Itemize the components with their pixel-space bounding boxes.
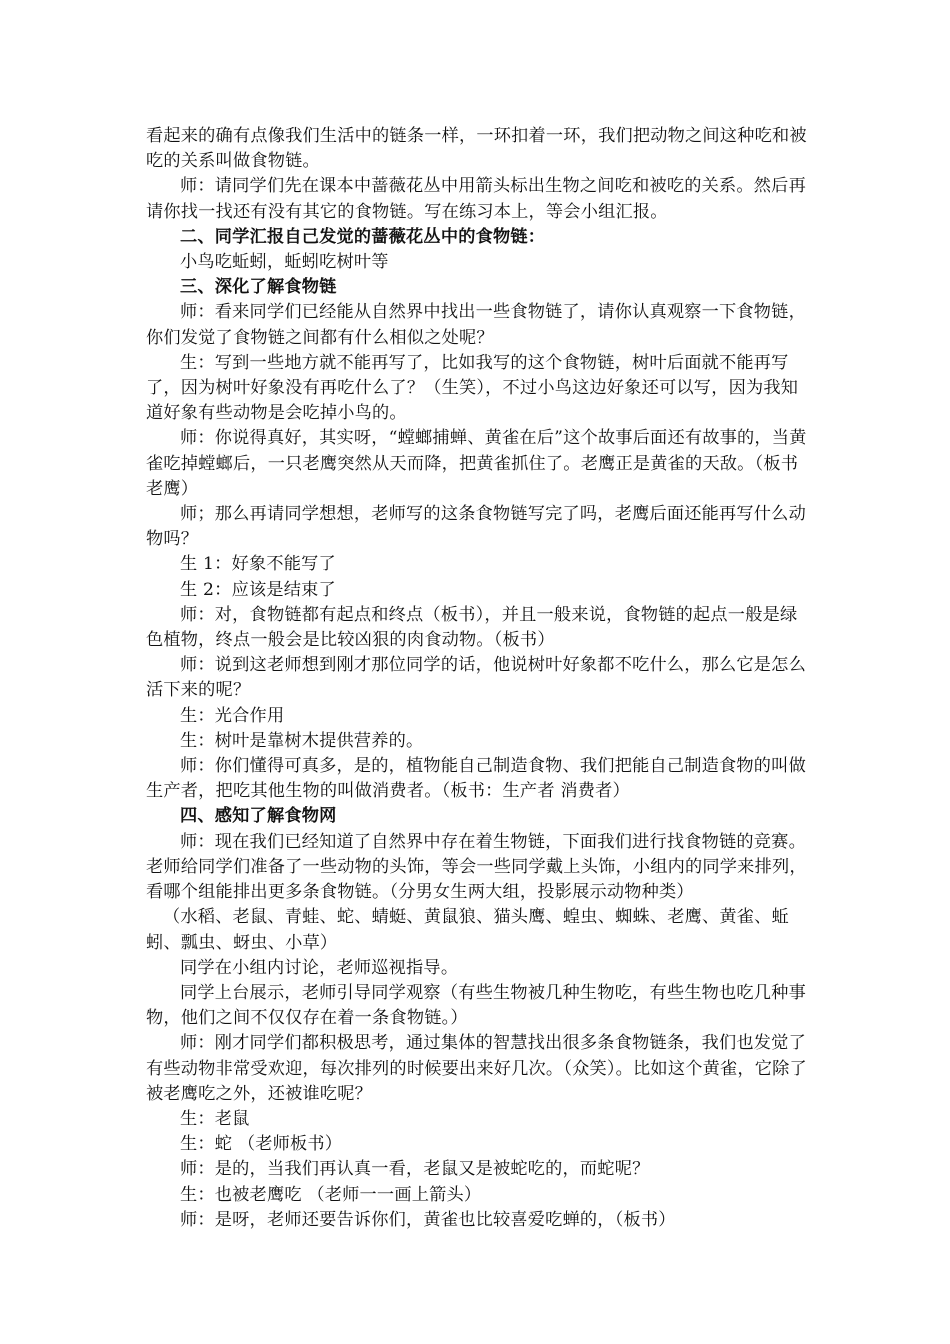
paragraph: 同学上台展示，老师引导同学观察（有些生物被几种生物吃，有些生物也吃几种事物，他们之间不仅仅存在着一条食物链。） — [146, 982, 806, 1029]
paragraph: 师：你说得真好，其实呀，“螳螂捕蝉、黄雀在后”这个故事后面还有故事的，当黄雀吃掉螳螂后，一只老鹰突然从天而降，把黄雀抓住了。老鹰正是黄雀的天敌。（板书老鹰） — [146, 428, 807, 499]
paragraph: 生：写到一些地方就不能再写了，比如我写的这个食物链，树叶后面就不能再写了，因为树叶好象没有再吃什么了？（生笑），不过小鸟这边好象还可以写，因为我知道好象有些动物是会吃掉小鸟的。 — [146, 352, 799, 424]
paragraph: 师：请同学们先在课本中蔷薇花丛中用箭头标出生物之间吃和被吃的关系。然后再请你找一找还有没有其它的食物链。写在练习本上，等会小组汇报。 — [146, 176, 806, 222]
paragraph: 生：蛇 （老师板书） — [180, 1134, 343, 1155]
paragraph: 生：也被老鹰吃 （老师一一画上箭头） — [180, 1184, 482, 1205]
paragraph: 同学在小组内讨论，老师巡视指导。 — [180, 957, 459, 978]
paragraph: 师：现在我们已经知道了自然界中存在着生物链，下面我们进行找食物链的竞赛。老师给同学们准备了一些动物的头饰，等会一些同学戴上头饰，小组内的同学来排列，看哪个组能排出更多条食物链。（分男女生两大组，投影展示动物种类） — [146, 831, 807, 903]
animal-list: （水稻、老鼠、青蛙、蛇、蜻蜓、黄鼠狼、猫头鹰、蝗虫、蜘蛛、老鹰、黄雀、蚯蚓、瓢虫、蚜虫、小草） — [146, 907, 789, 953]
paragraph: 生 2：应该是结束了 — [180, 579, 336, 600]
paragraph: 师：说到这老师想到刚才那位同学的话，他说树叶好象都不吃什么，那么它是怎么活下来的呢？ — [146, 655, 806, 701]
paragraph: 生 1：好象不能写了 — [180, 554, 336, 575]
paragraph: 生：光合作用 — [180, 705, 285, 726]
paragraph: 师：是呀，老师还要告诉你们，黄雀也比较喜爱吃蝉的，（板书） — [180, 1209, 676, 1230]
paragraph: 师：你们懂得可真多，是的，植物能自己制造食物、我们把能自己制造食物的叫做生产者，把吃其他生物的叫做消费者。（板书：生产者 消费者） — [146, 756, 806, 802]
paragraph: 师：看来同学们已经能从自然界中找出一些食物链了，请你认真观察一下食物链，你们发觉了食物链之间都有什么相似之处呢？ — [146, 302, 806, 348]
paragraph: 生：老鼠 — [180, 1108, 250, 1129]
paragraph: 师：是的，当我们再认真一看，老鼠又是被蛇吃的，而蛇呢？ — [180, 1159, 650, 1180]
section-heading: 三、深化了解食物链 — [180, 277, 337, 298]
paragraph: 师：对，食物链都有起点和终点（板书），并且一般来说，食物链的起点一般是绿色植物，终点一般会是比较凶狠的肉食动物。（板书） — [146, 604, 798, 651]
paragraph: 师；那么再请同学想想，老师写的这条食物链写完了吗，老鹰后面还能再写什么动物吗？ — [146, 504, 806, 550]
document-page — [146, 124, 810, 1233]
section-heading: 四、感知了解食物网 — [180, 806, 337, 827]
section-heading: 二、同学汇报自己发觉的蔷薇花丛中的食物链： — [180, 226, 546, 247]
paragraph: 看起来的确有点像我们生活中的链条一样，一环扣着一环，我们把动物之间这种吃和被吃的关系叫做食物链。 — [146, 126, 807, 172]
paragraph: 小鸟吃蚯蚓，蚯蚓吃树叶等 — [180, 252, 389, 273]
paragraph: 生：树叶是靠树木提供营养的。 — [180, 730, 424, 751]
paragraph: 师：刚才同学们都积极思考，通过集体的智慧找出很多条食物链条，我们也发觉了有些动物非常受欢迎，每次排列的时候要出来好几次。（众笑）。比如这个黄雀，它除了被老鹰吃之外，还被谁吃呢？ — [146, 1033, 807, 1104]
